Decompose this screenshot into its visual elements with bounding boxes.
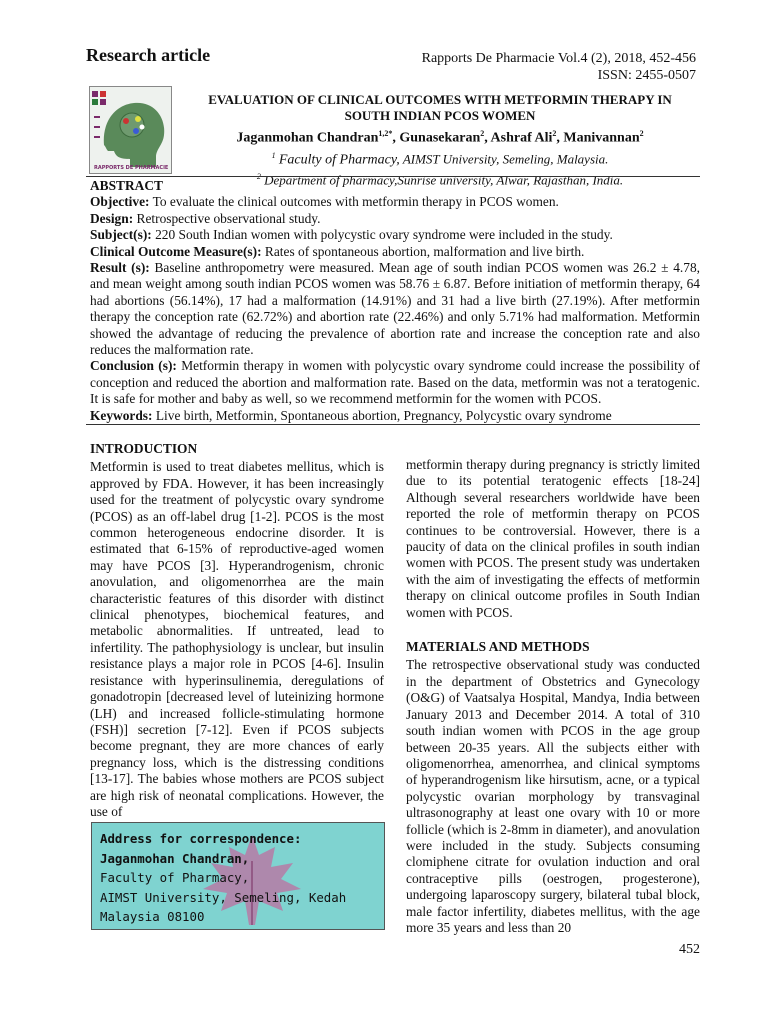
issn: ISSN: 2455-0507 bbox=[597, 68, 696, 83]
title-line-1: EVALUATION OF CLINICAL OUTCOMES WITH METFORMIN THERAPY IN bbox=[208, 92, 672, 107]
correspondence-name: Jaganmohan Chandran, bbox=[100, 850, 250, 866]
correspondence-label: Address for correspondence: bbox=[100, 831, 302, 846]
introduction-section bbox=[90, 441, 384, 820]
conclusion-label: Conclusion (s): bbox=[90, 358, 177, 374]
affiliation-faculty: Faculty of Pharmacy, bbox=[278, 151, 400, 167]
brain-head-logo-icon bbox=[90, 87, 171, 173]
journal-reference: Rapports De Pharmacie Vol.4 (2), 2018, 452-456 bbox=[421, 51, 696, 66]
author-name: Manivannan bbox=[563, 130, 640, 146]
abstract-heading: ABSTRACT bbox=[90, 178, 163, 193]
objective-text: To evaluate the clinical outcomes with metformin therapy in PCOS women. bbox=[152, 194, 559, 210]
author-name: Jaganmohan Chandran bbox=[236, 130, 379, 146]
logo-caption: RAPPORTS DE PHARMACIE bbox=[94, 165, 169, 171]
author-affiliation-mark: 2 bbox=[552, 129, 557, 138]
design-label: Design: bbox=[90, 210, 134, 226]
correspondence-line: AIMST University, Semeling, Kedah bbox=[100, 889, 347, 905]
measure-label: Clinical Outcome Measure(s): bbox=[90, 243, 262, 259]
objective-label: Objective: bbox=[90, 194, 150, 210]
page-number: 452 bbox=[679, 942, 700, 957]
author-affiliation-mark: 1,2* bbox=[378, 129, 393, 138]
divider bbox=[86, 176, 700, 177]
subjects-text: 220 South Indian women with polycystic ovary syndrome were included in the study. bbox=[155, 227, 613, 243]
methods-heading: MATERIALS AND METHODS bbox=[406, 639, 590, 655]
introduction-text: Metformin is used to treat diabetes mellitus, which is approved by FDA. However, it has been increasingly used for the treatment of polycystic ovary syndrome (PCOS) as an off-label drug [1-2]. PCOS is the most common heterogeneous endocrine disorder. It is estimated that 6-15% of reproductive-aged women may have PCOS [3]. Hyperandrogenism, chronic anovulation, and oligomenorrhea are the main characteristic features of this disorder with distinct clinical phenotypes, biochemical features, and metabolic abnormalities. If untreated, lead to infertility. The pathophysiology is unclear, but insulin resistance plays a major role in PCOS [4-6]. Insulin resistance with hyperinsulinemia, deregulations of gonadotropin [decreased level of luteinizing hormone (LH) and increased follicle-stimulating hormone (FSH)] secretion [7-12]. Even if PCOS subjects become pregnant, they are more chances of early pregnancy loss, which is the distressing conditions [13-17]. The babies whose mothers are PCOS subject are high risk of neonatal complications. However, the use of bbox=[90, 459, 384, 819]
keywords-label: Keywords: bbox=[90, 407, 153, 423]
title-line-2: SOUTH INDIAN PCOS WOMEN bbox=[344, 108, 536, 123]
affiliation-department: Department of pharmacy,Sunrise university, Alwar, Rajasthan, India. bbox=[264, 172, 624, 188]
article-title bbox=[180, 92, 700, 124]
correspondence-address bbox=[100, 829, 346, 927]
affiliation-number: 2 bbox=[256, 171, 261, 181]
result-text: Baseline anthropometry were measured. Mean age of south indian PCOS women was 26.2 ± 4.78, and mean weight among south indian PCOS women was 58.76 ± 6.87. Before initiation of metformin therapy, 64 had abortions (56.14%), 17 had a malformation (14.91%) and 31 had a live birth (27.19%). After metformin therapy the conception rate (62.72%) and abortion rate (22.46%) and only 5.71% had malformation. Metformin showed the advantage of reducing the prevalence of abortion rate and increase the conception rate and also reduces the malformation rate. bbox=[90, 260, 700, 358]
measure-text: Rates of spontaneous abortion, malformation and live birth. bbox=[264, 243, 585, 259]
keywords-text: Live birth, Metformin, Spontaneous abortion, Pregnancy, Polycystic ovary syndrome bbox=[155, 407, 612, 423]
affiliation-number: 1 bbox=[271, 150, 276, 160]
result-label: Result (s): bbox=[90, 260, 150, 276]
author-affiliation-mark: 2 bbox=[639, 129, 644, 138]
journal-logo bbox=[89, 86, 172, 174]
affiliation-1 bbox=[180, 147, 700, 168]
correspondence-line: Faculty of Pharmacy, bbox=[100, 870, 250, 885]
introduction-continued-text: metformin therapy during pregnancy is strictly limited due to its potential teratogenic effects [18-24] Although several researchers worldwide have been reported the role of metformin therapy on PCOS continues to be controversial. However, there is a paucity of data on the clinical profiles in south indian women with PCOS. The present study was undertaken with the aim of investigating the effects of metformin therapy on clinical outcome profiles in South Indian women with PCOS. bbox=[406, 457, 700, 620]
author-affiliation-mark: 2 bbox=[480, 129, 485, 138]
correspondence-line: Malaysia 08100 bbox=[100, 909, 205, 924]
right-column bbox=[406, 457, 700, 936]
subjects-label: Subject(s): bbox=[90, 227, 152, 243]
methods-text: The retrospective observational study was conducted in the department of Obstetrics and Gynecology (O&G) of Vaatsalya Hospital, Mandya, India between January 2013 and December 2014. A total of 310 south indian women with PCOS in the age group between 20-35 years. All the subjects either with oligomenorrhea, amenorrhea, and clinical symptoms of hyperandrogenism like hirsutism, acne, or a typical polycystic ovarian morphology by transvaginal ultrasonography at least one ovary with 10 or more follicle (which is 2-8mm in diameter), and anovulation were included in the study. Subjects consuming clomiphene citrate for ovulation induction and oral contraceptive pills (oestrogen, progesterone), undergoing laparoscopy surgery, bilateral tubal block, male factor infertility, diabetes mellitus, with the age more 35 years and less than 20 bbox=[406, 657, 700, 935]
author-list: Jaganmohan Chandran$^{1,2*}$, Gunasekaran$^2$, Ashraf Ali$^2$, Manivannan$^2$ bbox=[236, 129, 644, 146]
affiliation-university: AIMST University, Semeling, Malaysia. bbox=[402, 150, 609, 166]
article-header bbox=[180, 92, 700, 188]
journal-citation bbox=[422, 50, 696, 84]
abstract bbox=[90, 178, 700, 424]
author-name: Gunasekaran bbox=[399, 130, 481, 146]
correspondence-box bbox=[91, 822, 385, 930]
author-name: Ashraf Ali bbox=[490, 130, 553, 146]
design-text: Retrospective observational study. bbox=[136, 210, 321, 226]
introduction-heading: INTRODUCTION bbox=[90, 441, 198, 456]
article-type-label: Research article bbox=[86, 45, 211, 65]
conclusion-text: Metformin therapy in women with polycystic ovary syndrome could increase the possibility of conception and reduced the abortion and malformation rate. Based on the data, metformin was not a teratogenic. It is safe for mother and baby as well, so we recommend metformin for the women with PCOS. bbox=[90, 358, 700, 407]
divider bbox=[86, 424, 700, 425]
